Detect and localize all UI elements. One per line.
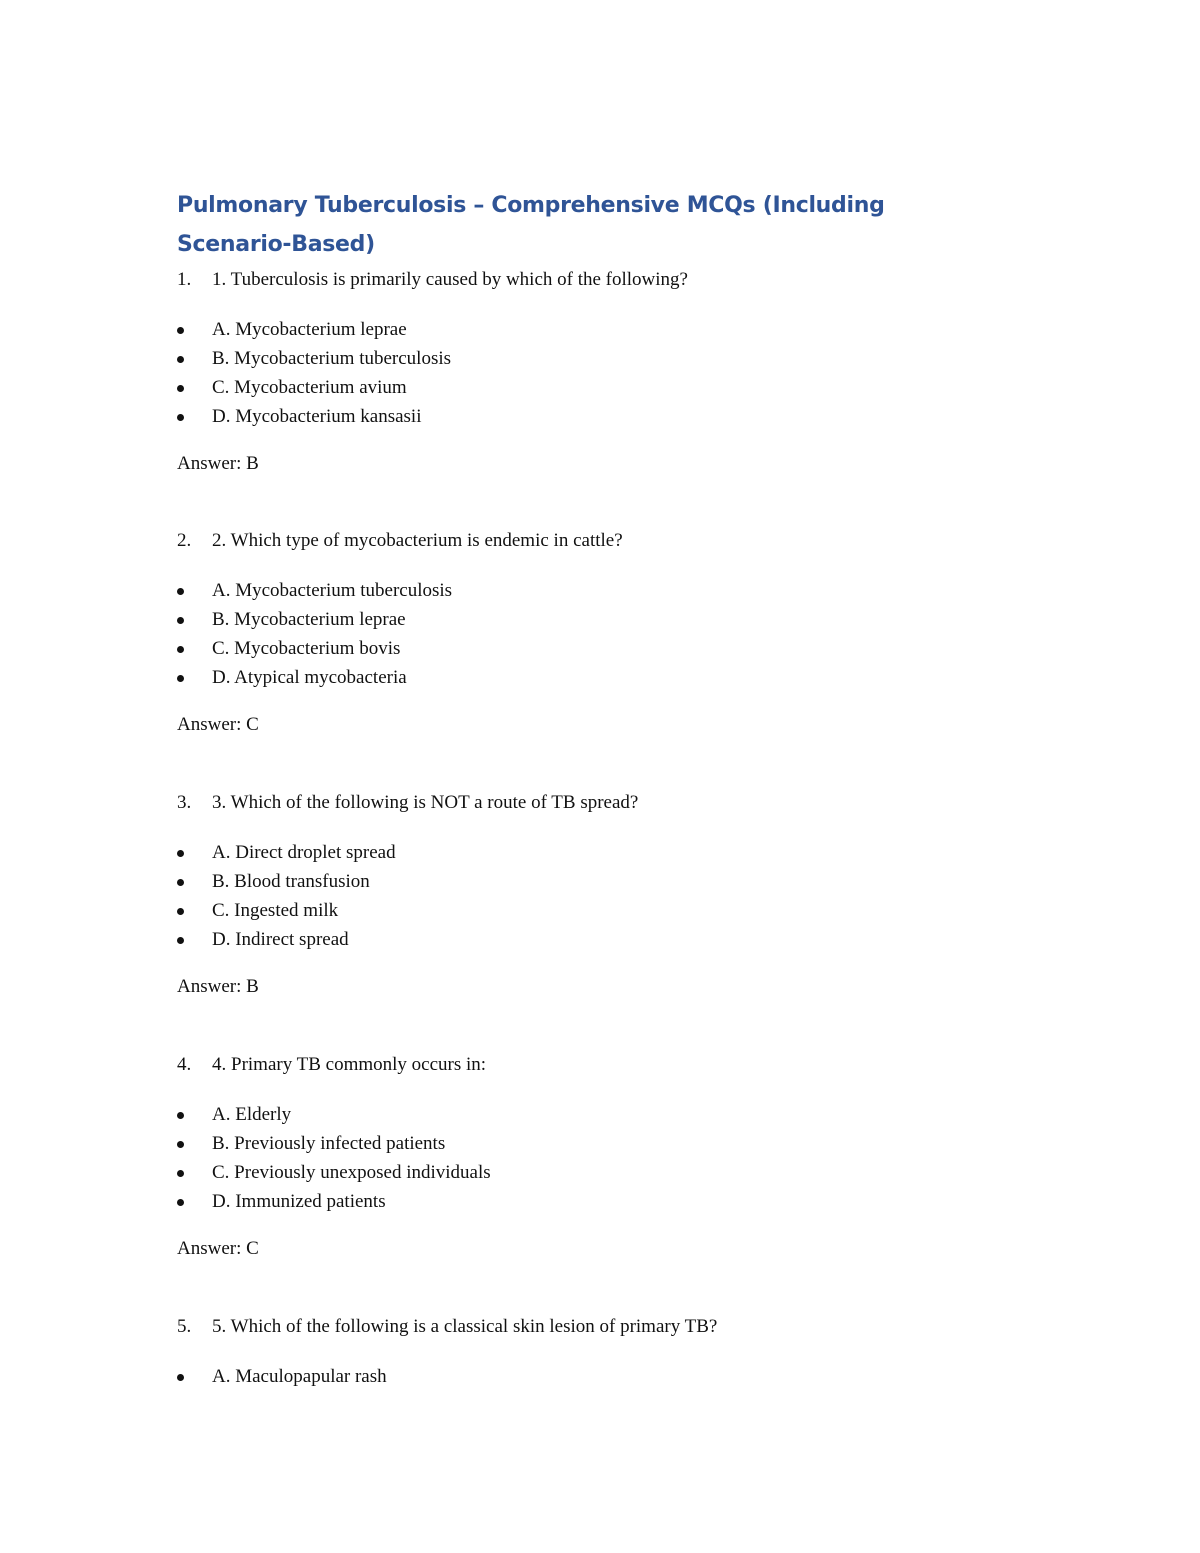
option-text: A. Mycobacterium tuberculosis (212, 580, 453, 601)
option-text: B. Mycobacterium leprae (212, 609, 406, 630)
question-number: 5. (177, 1316, 192, 1337)
question-text: 1. Tuberculosis is primarily caused by which of the following? (212, 269, 688, 290)
option-item (177, 344, 1077, 373)
bullet-icon (177, 327, 184, 334)
option-text: A. Maculopapular rash (212, 1366, 387, 1387)
question-2 (177, 528, 1077, 738)
option-item (177, 925, 1077, 954)
option-text: D. Mycobacterium kansasii (212, 406, 422, 427)
options-list (177, 1100, 1077, 1216)
option-text: C. Mycobacterium avium (212, 377, 407, 398)
question-text: 5. Which of the following is a classical skin lesion of primary TB? (212, 1316, 718, 1337)
answer-text: Answer: C (177, 714, 259, 735)
question-3 (177, 790, 1077, 1000)
bullet-icon (177, 385, 184, 392)
options-list (177, 1362, 1077, 1391)
option-item (177, 1100, 1077, 1129)
option-item (177, 576, 1077, 605)
bullet-icon (177, 1141, 184, 1148)
option-text: D. Indirect spread (212, 929, 349, 950)
bullet-icon (177, 646, 184, 653)
option-item (177, 634, 1077, 663)
answer-text: Answer: B (177, 976, 259, 997)
bullet-icon (177, 1199, 184, 1206)
question-line (177, 1052, 1077, 1078)
option-item (177, 1362, 1077, 1391)
option-item (177, 838, 1077, 867)
option-item (177, 867, 1077, 896)
option-text: B. Previously infected patients (212, 1133, 446, 1154)
question-text: 2. Which type of mycobacterium is endemic in cattle? (212, 530, 623, 551)
bullet-icon (177, 356, 184, 363)
option-item (177, 1129, 1077, 1158)
bullet-icon (177, 588, 184, 595)
option-text: D. Atypical mycobacteria (212, 667, 407, 688)
option-text: B. Mycobacterium tuberculosis (212, 348, 452, 369)
options-list (177, 838, 1077, 954)
bullet-icon (177, 850, 184, 857)
question-4 (177, 1052, 1077, 1262)
question-text: 3. Which of the following is NOT a route of TB spread? (212, 792, 639, 813)
option-text: A. Direct droplet spread (212, 842, 396, 863)
bullet-icon (177, 1170, 184, 1177)
option-item (177, 896, 1077, 925)
question-number: 2. (177, 530, 192, 551)
bullet-icon (177, 1112, 184, 1119)
option-text: B. Blood transfusion (212, 871, 370, 892)
option-text: C. Previously unexposed individuals (212, 1162, 491, 1183)
bullet-icon (177, 1374, 184, 1381)
option-item (177, 1158, 1077, 1187)
question-line (177, 267, 1077, 293)
option-item (177, 373, 1077, 402)
option-text: D. Immunized patients (212, 1191, 386, 1212)
options-list (177, 315, 1077, 431)
options-list (177, 576, 1077, 692)
option-text: A. Mycobacterium leprae (212, 319, 407, 340)
bullet-icon (177, 617, 184, 624)
option-item (177, 605, 1077, 634)
question-number: 1. (177, 269, 192, 290)
answer-text: Answer: C (177, 1238, 259, 1259)
answer-text: Answer: B (177, 453, 259, 474)
option-text: A. Elderly (212, 1104, 292, 1125)
question-line (177, 1314, 1077, 1340)
option-text: C. Ingested milk (212, 900, 339, 921)
option-item (177, 1187, 1077, 1216)
bullet-icon (177, 414, 184, 421)
question-number: 3. (177, 792, 192, 813)
bullet-icon (177, 908, 184, 915)
question-5 (177, 1314, 1077, 1391)
bullet-icon (177, 675, 184, 682)
question-line (177, 528, 1077, 554)
option-item (177, 315, 1077, 344)
option-item (177, 402, 1077, 431)
question-line (177, 790, 1077, 816)
option-text: C. Mycobacterium bovis (212, 638, 401, 659)
document-title: Pulmonary Tuberculosis – Comprehensive MCQs (Including Scenario-Based) (177, 193, 885, 257)
option-item (177, 663, 1077, 692)
bullet-icon (177, 937, 184, 944)
question-1 (177, 267, 1077, 477)
question-number: 4. (177, 1054, 192, 1075)
bullet-icon (177, 879, 184, 886)
question-text: 4. Primary TB commonly occurs in: (212, 1054, 487, 1075)
